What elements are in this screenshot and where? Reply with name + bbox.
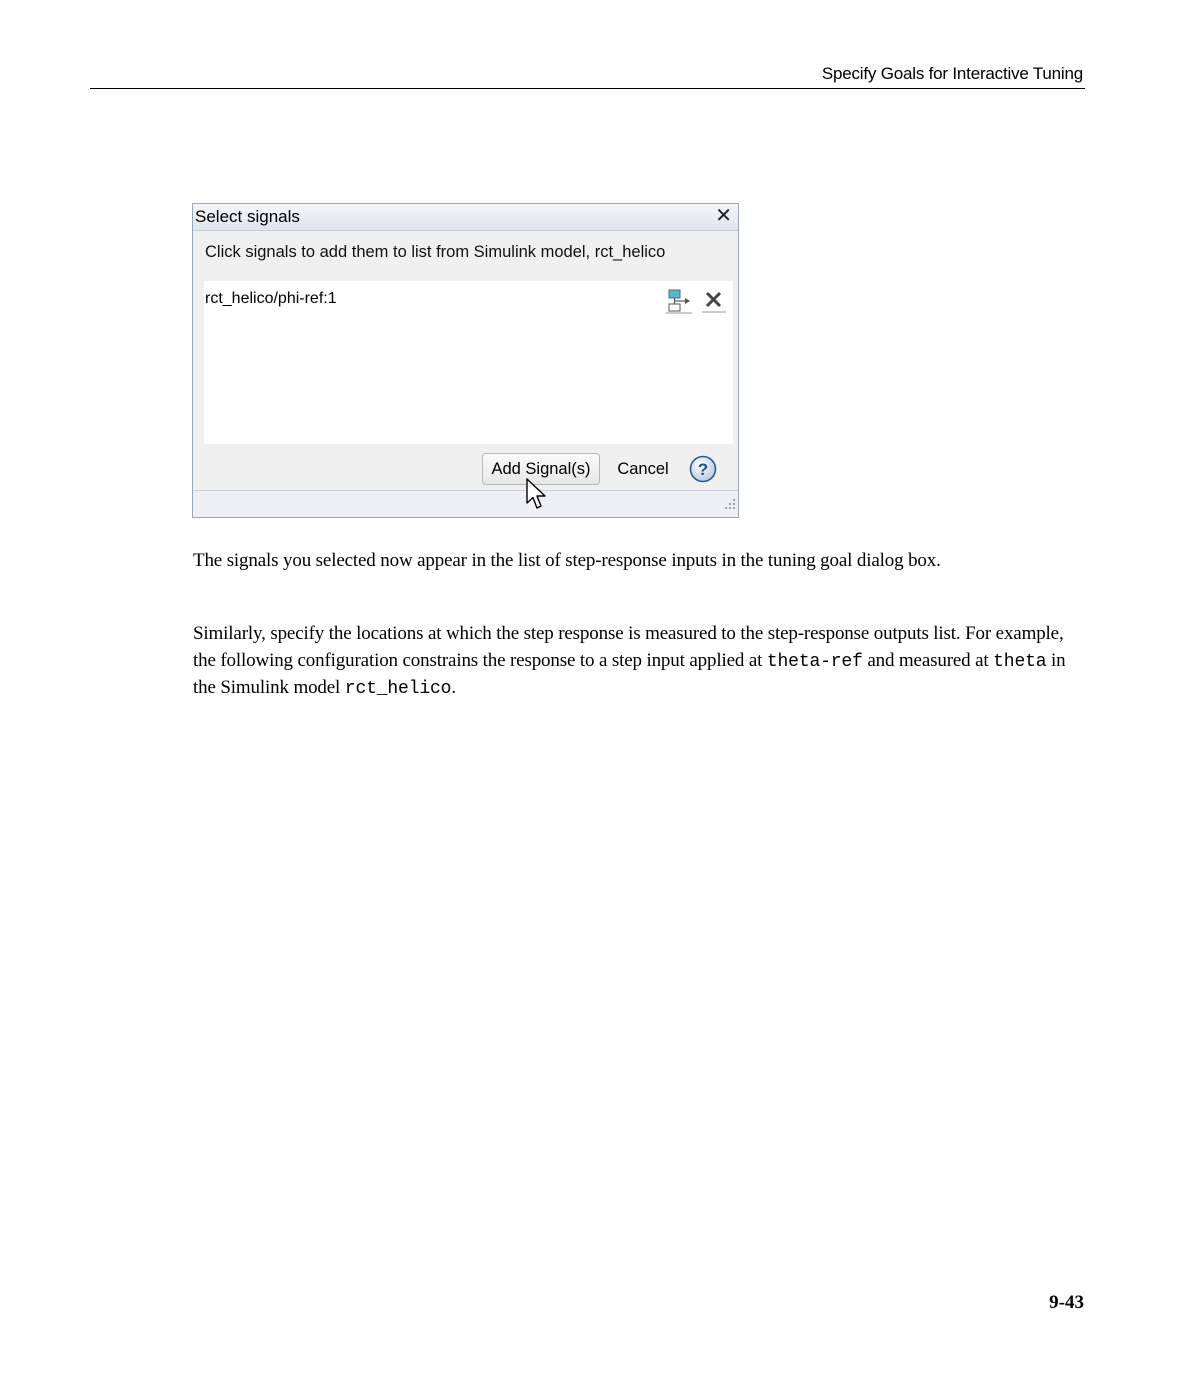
select-signals-dialog	[192, 203, 739, 518]
page-number: 9-43	[1049, 1292, 1084, 1313]
dialog-status-bar	[193, 490, 738, 517]
signal-name: rct_helico/phi-ref:1	[205, 290, 337, 307]
highlight-signal-icon[interactable]	[665, 289, 693, 320]
running-header: Specify Goals for Interactive Tuning	[821, 64, 1083, 83]
signal-list[interactable]	[204, 281, 733, 444]
text-run: in the Simulink model	[193, 649, 1066, 698]
svg-text:?: ?	[697, 460, 709, 479]
header-rule	[90, 88, 1085, 89]
inline-code: rct_helico	[344, 679, 452, 699]
list-item[interactable]	[204, 287, 733, 313]
resize-grip-icon[interactable]	[722, 496, 736, 515]
dialog-instructions: Click signals to add them to list from Simulink model, rct_helico	[205, 243, 666, 261]
body-paragraph	[193, 621, 1088, 703]
text-run: Similarly, specify the locations at which the step response is measured to the step-response outputs list. For example, the following configuration constrains the response to a step input applied at	[193, 623, 1064, 671]
mouse-pointer-icon	[526, 478, 548, 517]
cancel-button[interactable]: Cancel	[611, 453, 675, 485]
inline-code: theta-ref	[766, 651, 863, 672]
inline-code: theta	[993, 651, 1047, 672]
dialog-titlebar[interactable]	[193, 204, 738, 231]
dialog-title: Select signals	[195, 207, 300, 226]
remove-signal-icon[interactable]	[701, 289, 727, 320]
add-signals-button[interactable]: Add Signal(s)	[482, 453, 600, 485]
help-icon[interactable]	[689, 455, 717, 483]
body-paragraph: The signals you selected now appear in the list of step-response inputs in the tuning goal dialog box.	[193, 550, 941, 571]
text-run: .	[451, 677, 456, 698]
text-run: and measured at	[862, 649, 994, 671]
close-icon[interactable]: ✕	[715, 205, 732, 227]
